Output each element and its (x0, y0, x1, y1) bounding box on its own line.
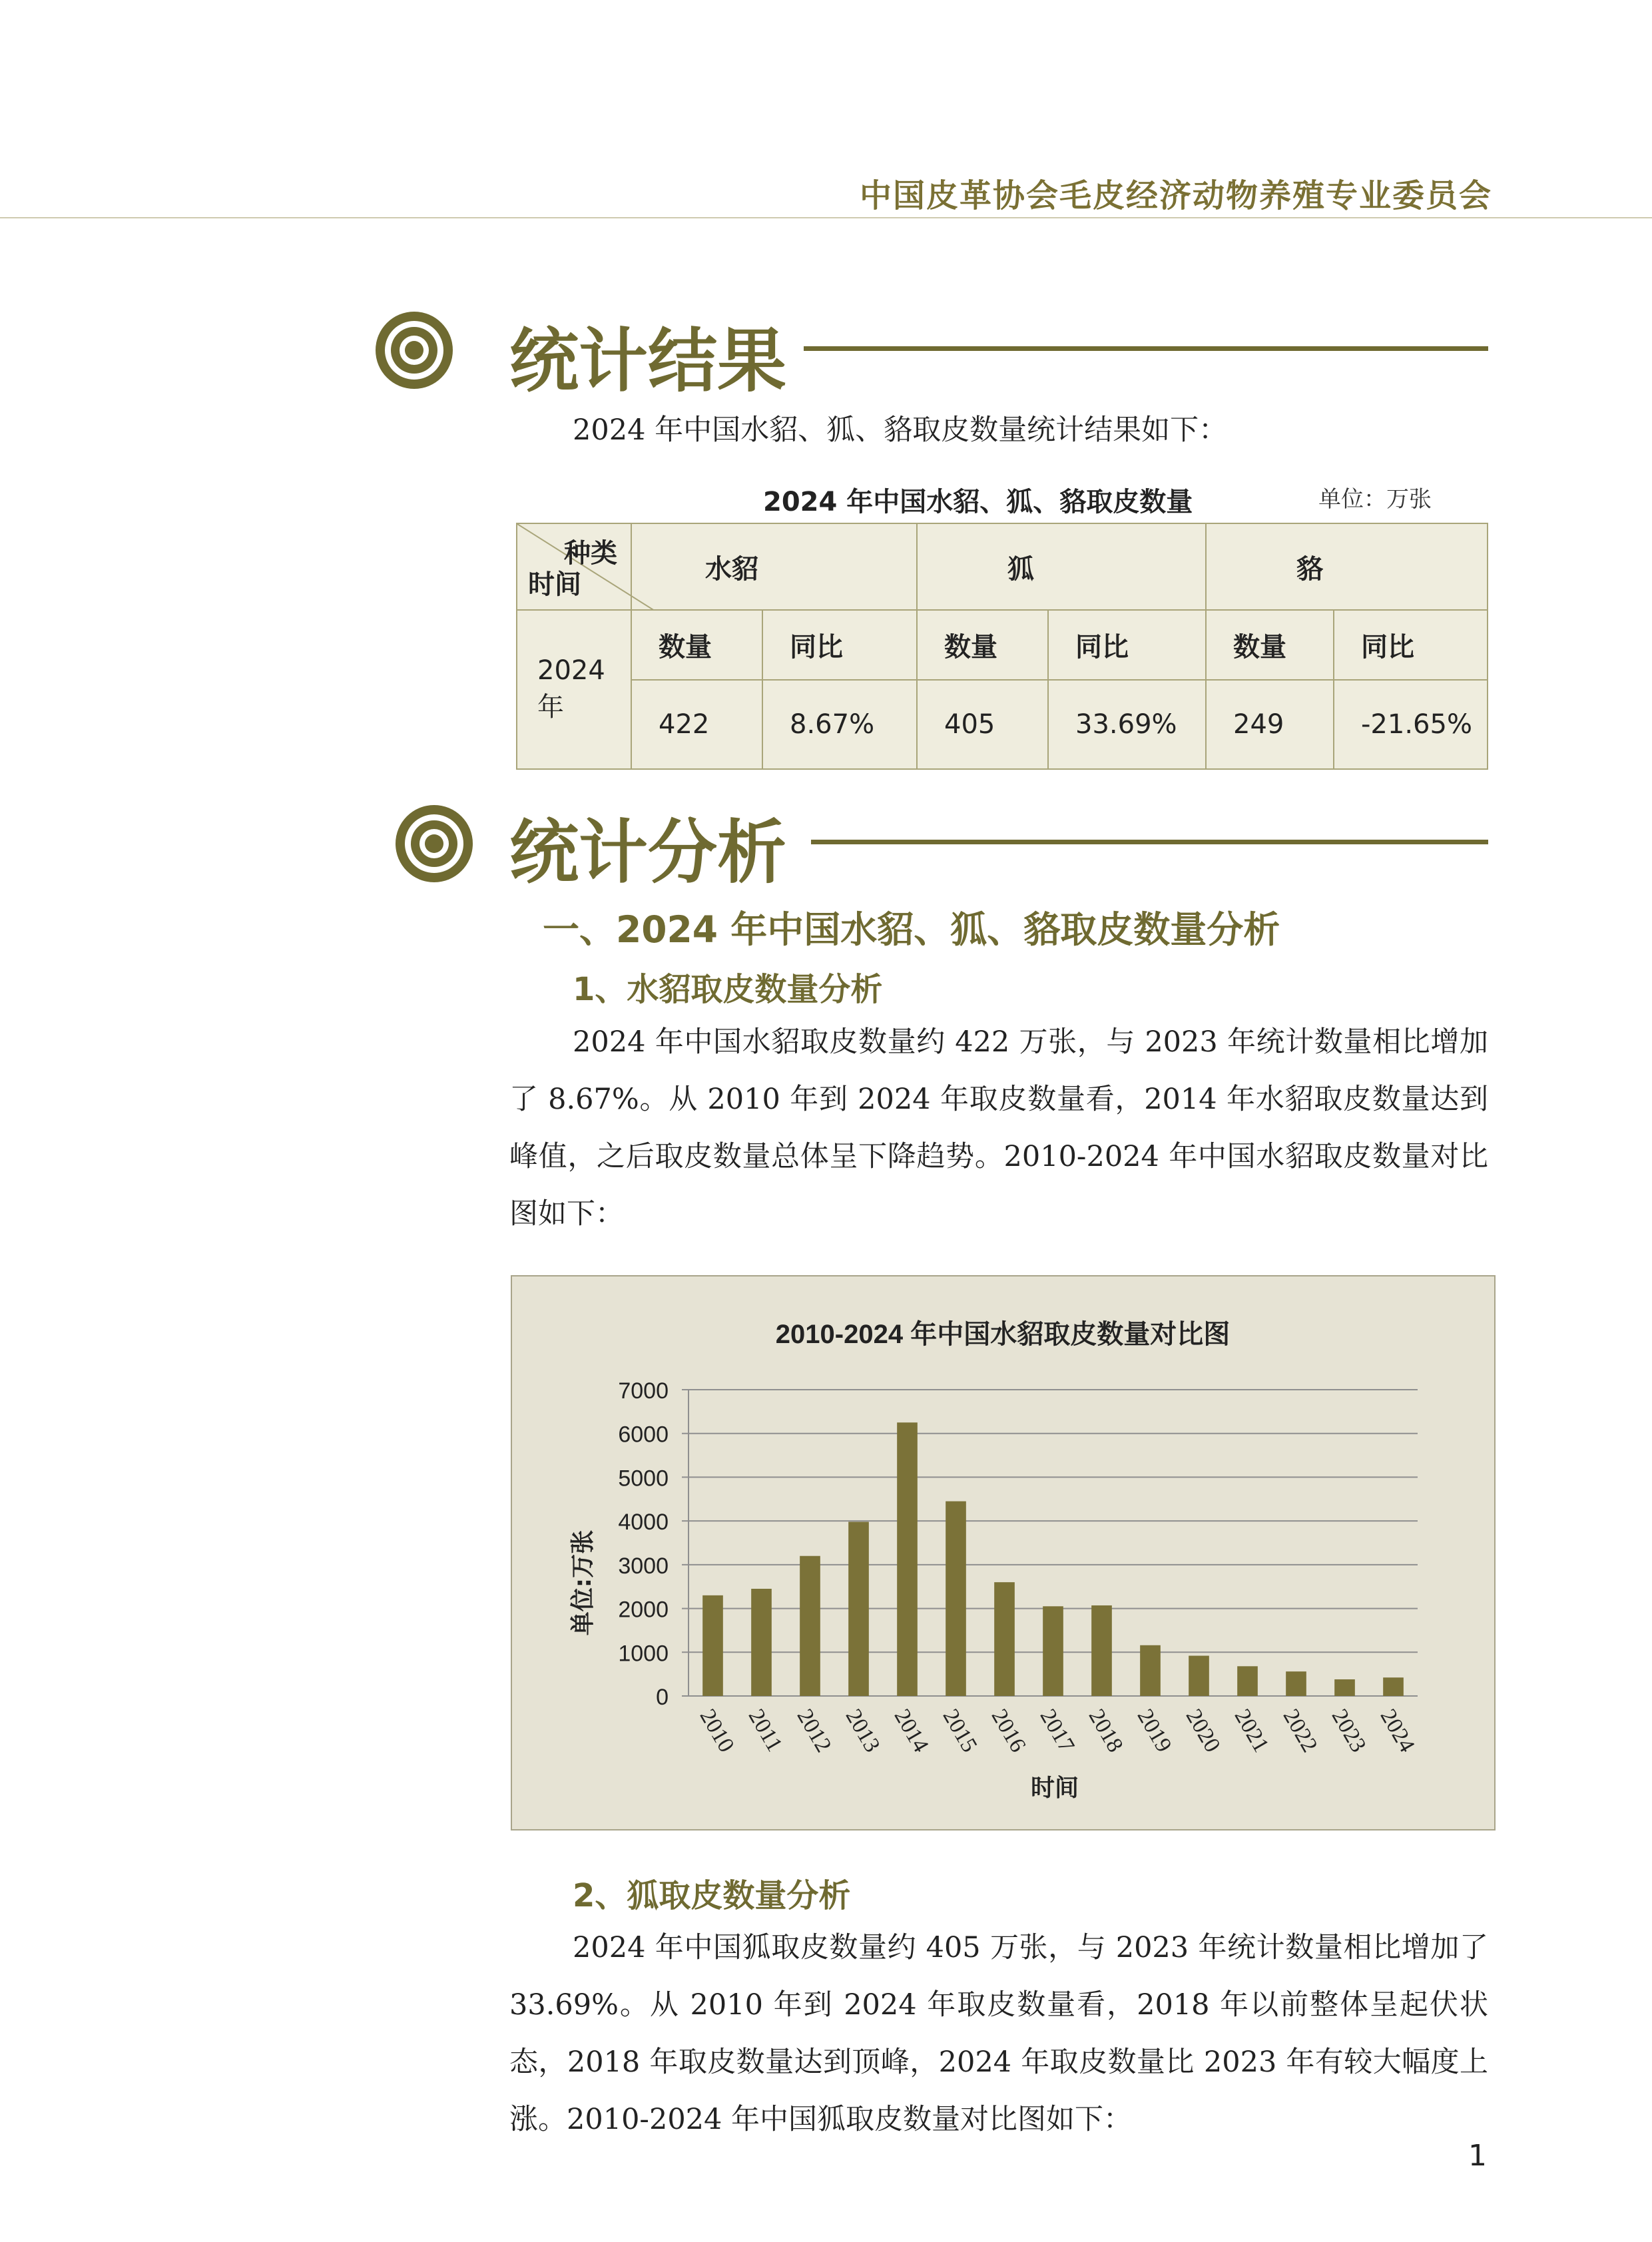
table-corner-cell (517, 523, 631, 610)
corner-label-time: 时间 (528, 569, 581, 600)
bar-2016 (994, 1582, 1015, 1696)
value-yoy-mink: 8.67% (762, 680, 917, 769)
header-divider (0, 217, 1652, 218)
bar-2021 (1237, 1666, 1258, 1696)
species-mink: 水貂 (631, 523, 917, 610)
bar-2017 (1043, 1606, 1063, 1696)
x-tick-label: 2014 (889, 1705, 934, 1757)
table-title: 2024 年中国水貂、狐、貉取皮数量 (763, 487, 1193, 517)
subtitle-mink-analysis: 1、水貂取皮数量分析 (573, 971, 883, 1008)
value-yoy-raccoon-dog: -21.65% (1334, 680, 1488, 769)
bar-2011 (751, 1589, 772, 1696)
section-rule (811, 840, 1488, 844)
bar-2022 (1286, 1671, 1306, 1696)
chart-bars (702, 1422, 1404, 1696)
chart-y-axis-label: 单位:万张 (569, 1530, 597, 1636)
bar-2015 (946, 1502, 966, 1696)
y-tick-label: 7000 (618, 1378, 669, 1404)
col-qty-fox: 数量 (917, 610, 1048, 680)
x-tick-label: 2017 (1035, 1705, 1079, 1757)
fox-analysis-paragraph: 2024 年中国狐取皮数量约 405 万张，与 2023 年统计数量相比增加了 33.69%。从 2010 年到 2024 年取皮数量看，2018 年以前整体呈起伏状态，2018 年取皮数量达到顶峰，2024 年取皮数量比 2023 年有较大幅度上涨。2010-2024 年中国狐取皮数量对比图如下： (509, 1931, 1488, 2136)
col-yoy-fox: 同比 (1048, 610, 1206, 680)
x-tick-label: 2015 (938, 1705, 982, 1757)
bar-2013 (848, 1522, 869, 1696)
value-qty-raccoon-dog: 249 (1206, 680, 1334, 769)
y-tick-label: 5000 (618, 1466, 669, 1492)
mink-chart-panel (511, 1275, 1496, 1830)
y-tick-label: 1000 (618, 1641, 669, 1667)
bar-2019 (1140, 1645, 1161, 1696)
value-qty-mink: 422 (631, 680, 762, 769)
bar-2012 (800, 1556, 820, 1696)
results-intro: 2024 年中国水貂、狐、貉取皮数量统计结果如下： (573, 414, 1228, 447)
bar-2010 (702, 1595, 723, 1696)
section-title-analysis: 统计分析 (509, 812, 787, 893)
x-tick-label: 2016 (986, 1705, 1031, 1757)
x-tick-label: 2010 (694, 1705, 739, 1757)
col-qty-raccoon-dog: 数量 (1206, 610, 1334, 680)
bar-2023 (1334, 1679, 1355, 1696)
mink-analysis-paragraph: 2024 年中国水貂取皮数量约 422 万张，与 2023 年统计数量相比增加了 8.67%。从 2010 年到 2024 年取皮数量看，2014 年水貂取皮数量达到峰值，之后取皮数量总体呈下降趋势。2010-2024 年中国水貂取皮数量对比图如下： (509, 1025, 1488, 1231)
bar-2018 (1091, 1605, 1112, 1696)
x-tick-label: 2013 (840, 1705, 885, 1757)
value-qty-fox: 405 (917, 680, 1048, 769)
statistics-table (516, 523, 1488, 770)
species-raccoon-dog: 貉 (1206, 523, 1488, 610)
x-tick-label: 2023 (1326, 1705, 1371, 1757)
chart-x-axis-label: 时间 (1030, 1775, 1079, 1802)
subtitle-fox-analysis: 2、狐取皮数量分析 (573, 1877, 851, 1914)
x-tick-label: 2019 (1132, 1705, 1177, 1757)
x-tick-label: 2020 (1181, 1705, 1225, 1757)
page-number: 1 (1468, 2139, 1487, 2173)
chart-y-ticks (618, 1378, 669, 1710)
section-target-icon (393, 802, 475, 885)
x-tick-label: 2022 (1278, 1705, 1322, 1757)
subtitle-overall-analysis: 一、2024 年中国水貂、狐、貉取皮数量分析 (543, 908, 1280, 951)
header-org-name: 中国皮革协会毛皮经济动物养殖专业委员会 (859, 177, 1492, 214)
x-tick-label: 2011 (743, 1705, 787, 1756)
y-tick-label: 2000 (618, 1597, 669, 1623)
y-tick-label: 3000 (618, 1553, 669, 1579)
chart-title: 2010-2024 年中国水貂取皮数量对比图 (775, 1320, 1231, 1349)
row-label-year: 2024 年 (517, 610, 631, 769)
y-tick-label: 6000 (618, 1422, 669, 1448)
y-tick-label: 0 (656, 1685, 669, 1710)
bar-2014 (897, 1422, 918, 1696)
x-tick-label: 2024 (1375, 1705, 1420, 1757)
value-yoy-fox: 33.69% (1048, 680, 1206, 769)
bar-2020 (1189, 1656, 1209, 1696)
y-tick-label: 4000 (618, 1510, 669, 1536)
section-title-results: 统计结果 (509, 320, 787, 402)
col-yoy-raccoon-dog: 同比 (1334, 610, 1488, 680)
table-unit: 单位：万张 (1318, 486, 1432, 513)
col-qty-mink: 数量 (631, 610, 762, 680)
section-rule (804, 346, 1488, 351)
chart-x-ticks (695, 1705, 1420, 1757)
x-tick-label: 2021 (1229, 1705, 1274, 1757)
corner-label-species: 种类 (564, 538, 617, 569)
mink-bar-chart (512, 1276, 1494, 1829)
section-target-icon (373, 309, 455, 392)
bar-2024 (1383, 1677, 1404, 1696)
species-fox: 狐 (917, 523, 1206, 610)
col-yoy-mink: 同比 (762, 610, 917, 680)
x-tick-label: 2018 (1083, 1705, 1128, 1757)
x-tick-label: 2012 (792, 1705, 836, 1757)
